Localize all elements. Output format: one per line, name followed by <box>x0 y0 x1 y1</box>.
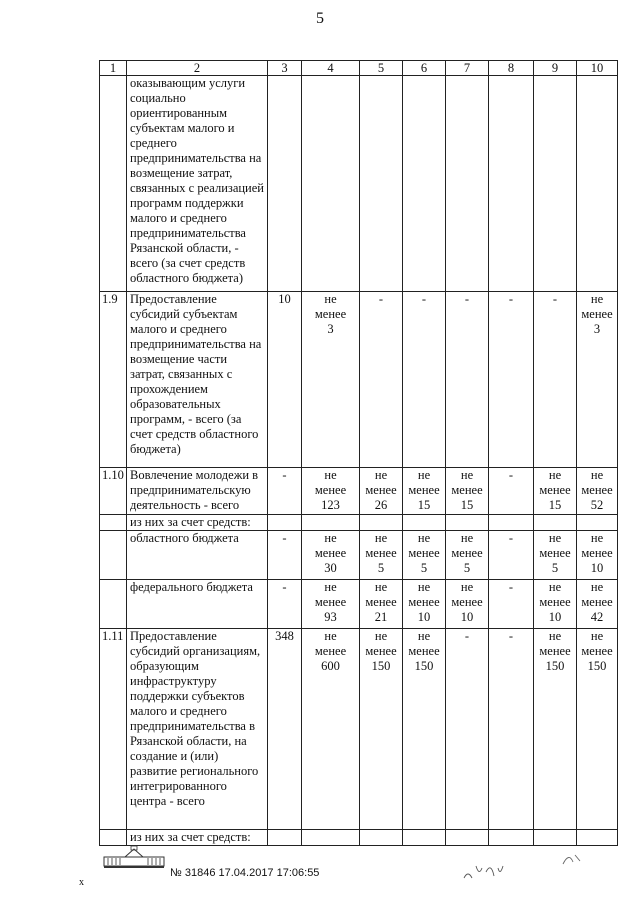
value-cell-col-8 <box>489 830 534 846</box>
value-line: менее <box>408 644 440 658</box>
value-line: не <box>417 629 431 643</box>
value-cell-col-3 <box>268 580 302 629</box>
description-line: интегрированного <box>130 779 227 793</box>
table-row <box>100 515 618 531</box>
value-line: менее <box>581 483 613 497</box>
value-line: 5 <box>377 561 385 575</box>
description-line: предпринимательства на <box>130 151 262 165</box>
description-line: федерального бюджета <box>130 580 253 594</box>
value-line: 123 <box>321 498 340 512</box>
value-line: менее <box>365 644 397 658</box>
table-row <box>100 292 618 468</box>
value-line: 26 <box>374 498 388 512</box>
value-line: менее <box>365 595 397 609</box>
description-line: субсидий организациям, <box>130 644 261 658</box>
value-line: 93 <box>324 610 337 624</box>
row-number <box>100 580 127 629</box>
value-cell-col-10 <box>577 292 618 468</box>
value-cell-col-4 <box>302 292 360 468</box>
header-cell: 1 <box>100 61 127 76</box>
value-cell-col-7 <box>446 830 489 846</box>
description-line: предпринимательства в <box>130 719 256 733</box>
value-cell-col-7 <box>446 468 489 515</box>
value-line: не <box>590 629 604 643</box>
value-line: менее <box>539 483 571 497</box>
value-cell-col-8 <box>489 292 534 468</box>
value-line: - <box>508 629 514 643</box>
value-cell-col-8 <box>489 76 534 292</box>
value-cell-col-9 <box>534 830 577 846</box>
value-cell-col-9 <box>534 580 577 629</box>
row-description <box>127 580 268 629</box>
description-line: деятельность - всего <box>130 498 240 512</box>
value-cell-col-5 <box>360 76 403 292</box>
value-line: 150 <box>414 659 434 673</box>
value-cell-col-8 <box>489 531 534 580</box>
description-line: предпринимательства на <box>130 337 262 351</box>
description-line: малого и среднего <box>130 322 227 336</box>
value-line: 3 <box>593 322 601 336</box>
header-cell: 4 <box>302 61 360 76</box>
row-description <box>127 830 268 846</box>
description-line: малого и среднего <box>130 211 227 225</box>
row-number: 1.9 <box>100 292 127 468</box>
value-cell-col-5 <box>360 531 403 580</box>
row-number <box>100 76 127 292</box>
description-line: инфраструктуру <box>130 674 217 688</box>
value-cell-col-4 <box>302 515 360 531</box>
value-line: не <box>374 468 388 482</box>
value-line: 600 <box>321 659 340 673</box>
value-cell-col-7 <box>446 580 489 629</box>
value-line: - <box>421 292 427 306</box>
description-line: областного бюджета) <box>130 271 243 285</box>
value-cell-col-9 <box>534 76 577 292</box>
value-line: менее <box>314 546 347 560</box>
value-cell-col-3 <box>268 292 302 468</box>
description-line: затрат, связанных с <box>130 367 233 381</box>
description-line: образовательных <box>130 397 221 411</box>
description-line: из них за счет средств: <box>130 830 251 844</box>
value-cell-col-10 <box>577 580 618 629</box>
description-line: субсидий субъектам <box>130 307 238 321</box>
value-line: 3 <box>327 322 334 336</box>
value-line: не <box>417 531 431 545</box>
row-description <box>127 292 268 468</box>
value-line: не <box>460 468 474 482</box>
value-cell-col-8 <box>489 580 534 629</box>
value-cell-col-8 <box>489 515 534 531</box>
table-header-row <box>100 61 618 76</box>
value-line: менее <box>581 307 613 321</box>
value-line: не <box>548 580 562 594</box>
value-line: не <box>417 580 431 594</box>
header-cell: 2 <box>127 61 268 76</box>
header-cell: 3 <box>268 61 302 76</box>
value-cell-col-9 <box>534 531 577 580</box>
value-line: менее <box>314 307 347 321</box>
value-line: 5 <box>551 561 559 575</box>
header-cell: 5 <box>360 61 403 76</box>
value-line: не <box>590 292 604 306</box>
value-cell-col-5 <box>360 830 403 846</box>
value-cell-col-6 <box>403 292 446 468</box>
value-cell-col-10 <box>577 515 618 531</box>
value-line: менее <box>451 595 483 609</box>
value-cell-col-10 <box>577 468 618 515</box>
row-description <box>127 629 268 830</box>
value-cell-col-7 <box>446 515 489 531</box>
value-line: - <box>508 580 514 594</box>
value-cell-col-5 <box>360 292 403 468</box>
value-line: 52 <box>590 498 604 512</box>
value-line: менее <box>581 595 613 609</box>
description-line: предпринимательства <box>130 226 246 240</box>
description-line: программ поддержки <box>130 196 244 210</box>
value-cell-col-10 <box>577 830 618 846</box>
value-line: менее <box>408 595 440 609</box>
description-line: субъектам малого и <box>130 121 235 135</box>
value-line: не <box>374 629 388 643</box>
value-line: менее <box>451 546 483 560</box>
description-line: развитие регионального <box>130 764 259 778</box>
row-number <box>100 830 127 846</box>
value-cell-col-7 <box>446 292 489 468</box>
value-cell-col-4 <box>302 76 360 292</box>
value-line: не <box>324 468 337 482</box>
value-line: менее <box>314 595 347 609</box>
description-line: областного бюджета <box>130 531 239 545</box>
value-line: - <box>508 468 514 482</box>
value-line: - <box>282 580 287 594</box>
value-cell-col-3 <box>268 830 302 846</box>
description-line: возмещение части <box>130 352 228 366</box>
value-cell-col-6 <box>403 531 446 580</box>
description-line: создание и (или) <box>130 749 219 763</box>
description-line: счет средств областного <box>130 427 259 441</box>
description-line: связанных с реализацией <box>130 181 264 195</box>
value-line: не <box>548 629 562 643</box>
building-logo-icon <box>103 845 165 869</box>
value-line: не <box>324 292 337 306</box>
value-line: не <box>590 468 604 482</box>
value-line: 15 <box>460 498 474 512</box>
table-row <box>100 76 618 292</box>
value-cell-col-10 <box>577 629 618 830</box>
value-line: менее <box>314 483 347 497</box>
row-description <box>127 468 268 515</box>
value-cell-col-9 <box>534 292 577 468</box>
value-cell-col-6 <box>403 580 446 629</box>
description-line: возмещение затрат, <box>130 166 233 180</box>
handwritten-mark-icon <box>462 858 506 886</box>
row-number <box>100 531 127 580</box>
value-line: не <box>548 531 562 545</box>
description-line: социально <box>130 91 186 105</box>
value-cell-col-4 <box>302 531 360 580</box>
value-cell-col-5 <box>360 629 403 830</box>
value-line: не <box>460 580 474 594</box>
value-cell-col-8 <box>489 468 534 515</box>
value-line: менее <box>451 483 483 497</box>
value-cell-col-9 <box>534 515 577 531</box>
description-line: бюджета) <box>130 442 181 456</box>
value-cell-col-6 <box>403 629 446 830</box>
description-line: оказывающим услуги <box>130 76 246 90</box>
table-row <box>100 580 618 629</box>
handwritten-mark-icon <box>560 850 584 868</box>
value-cell-col-10 <box>577 76 618 292</box>
value-line: 10 <box>417 610 431 624</box>
header-cell: 6 <box>403 61 446 76</box>
description-line: поддержки субъектов <box>130 689 245 703</box>
table-row <box>100 531 618 580</box>
value-line: - <box>282 531 287 545</box>
description-line: прохождением <box>130 382 208 396</box>
value-line: - <box>552 292 558 306</box>
description-line: программ, - всего (за <box>130 412 242 426</box>
value-cell-col-4 <box>302 468 360 515</box>
value-line: 15 <box>548 498 562 512</box>
value-cell-col-3 <box>268 629 302 830</box>
value-line: не <box>417 468 431 482</box>
value-cell-col-4 <box>302 580 360 629</box>
description-line: среднего <box>130 136 177 150</box>
value-line: 10 <box>278 292 291 306</box>
value-line: не <box>324 531 337 545</box>
table-row <box>100 468 618 515</box>
value-line: - <box>282 468 287 482</box>
value-cell-col-5 <box>360 468 403 515</box>
value-line: - <box>378 292 384 306</box>
value-line: 15 <box>417 498 431 512</box>
value-line: менее <box>408 483 440 497</box>
value-cell-col-4 <box>302 629 360 830</box>
program-indicators-table <box>99 60 618 846</box>
description-line: Рязанской области, - <box>130 241 239 255</box>
value-line: менее <box>539 546 571 560</box>
value-cell-col-3 <box>268 468 302 515</box>
description-line: ориентированным <box>130 106 228 120</box>
description-line: Предоставление <box>130 292 217 306</box>
value-line: 10 <box>460 610 474 624</box>
value-line: 30 <box>324 561 337 575</box>
table-row <box>100 830 618 846</box>
header-cell: 8 <box>489 61 534 76</box>
value-line: не <box>374 531 388 545</box>
value-line: - <box>464 292 470 306</box>
corner-mark: x <box>79 877 84 888</box>
row-description <box>127 515 268 531</box>
value-cell-col-6 <box>403 830 446 846</box>
value-line: менее <box>408 546 440 560</box>
description-line: центра - всего <box>130 794 205 808</box>
value-line: не <box>374 580 388 594</box>
value-cell-col-7 <box>446 629 489 830</box>
value-line: не <box>460 531 474 545</box>
description-line: Предоставление <box>130 629 217 643</box>
description-line: предпринимательскую <box>130 483 251 497</box>
description-line: из них за счет средств: <box>130 515 251 529</box>
value-line: менее <box>581 546 613 560</box>
value-cell-col-7 <box>446 76 489 292</box>
description-line: малого и среднего <box>130 704 227 718</box>
description-line: всего (за счет средств <box>130 256 246 270</box>
row-description <box>127 76 268 292</box>
value-line: не <box>590 580 604 594</box>
value-line: 5 <box>463 561 471 575</box>
value-line: не <box>324 629 337 643</box>
value-cell-col-6 <box>403 515 446 531</box>
value-cell-col-5 <box>360 515 403 531</box>
value-cell-col-3 <box>268 76 302 292</box>
value-cell-col-8 <box>489 629 534 830</box>
value-line: - <box>508 531 514 545</box>
row-number: 1.10 <box>100 468 127 515</box>
registration-stamp: № 31846 17.04.2017 17:06:55 <box>170 867 320 879</box>
header-cell: 10 <box>577 61 618 76</box>
value-line: менее <box>365 483 397 497</box>
description-line: образующим <box>130 659 199 673</box>
value-line: 10 <box>590 561 604 575</box>
page-number: 5 <box>316 10 324 27</box>
value-line: 150 <box>371 659 391 673</box>
value-line: - <box>464 629 470 643</box>
value-cell-col-9 <box>534 629 577 830</box>
description-line: Рязанской области, на <box>130 734 247 748</box>
value-cell-col-5 <box>360 580 403 629</box>
value-line: менее <box>365 546 397 560</box>
value-line: не <box>324 580 337 594</box>
value-cell-col-7 <box>446 531 489 580</box>
value-line: менее <box>539 644 571 658</box>
value-line: - <box>508 292 514 306</box>
value-cell-col-6 <box>403 468 446 515</box>
row-number <box>100 515 127 531</box>
value-cell-col-4 <box>302 830 360 846</box>
value-cell-col-3 <box>268 531 302 580</box>
value-line: 10 <box>548 610 562 624</box>
value-cell-col-3 <box>268 515 302 531</box>
row-description <box>127 531 268 580</box>
value-line: не <box>590 531 604 545</box>
value-line: 42 <box>590 610 604 624</box>
header-cell: 9 <box>534 61 577 76</box>
value-line: 150 <box>587 659 607 673</box>
value-cell-col-9 <box>534 468 577 515</box>
value-line: 150 <box>545 659 565 673</box>
table-row <box>100 629 618 830</box>
value-cell-col-10 <box>577 531 618 580</box>
value-line: не <box>548 468 562 482</box>
description-line: Вовлечение молодежи в <box>130 468 259 482</box>
row-number: 1.11 <box>100 629 127 830</box>
value-line: менее <box>314 644 347 658</box>
header-cell: 7 <box>446 61 489 76</box>
value-cell-col-6 <box>403 76 446 292</box>
value-line: 21 <box>374 610 388 624</box>
value-line: 5 <box>420 561 428 575</box>
value-line: менее <box>539 595 571 609</box>
value-line: менее <box>581 644 613 658</box>
value-line: 348 <box>275 629 294 643</box>
